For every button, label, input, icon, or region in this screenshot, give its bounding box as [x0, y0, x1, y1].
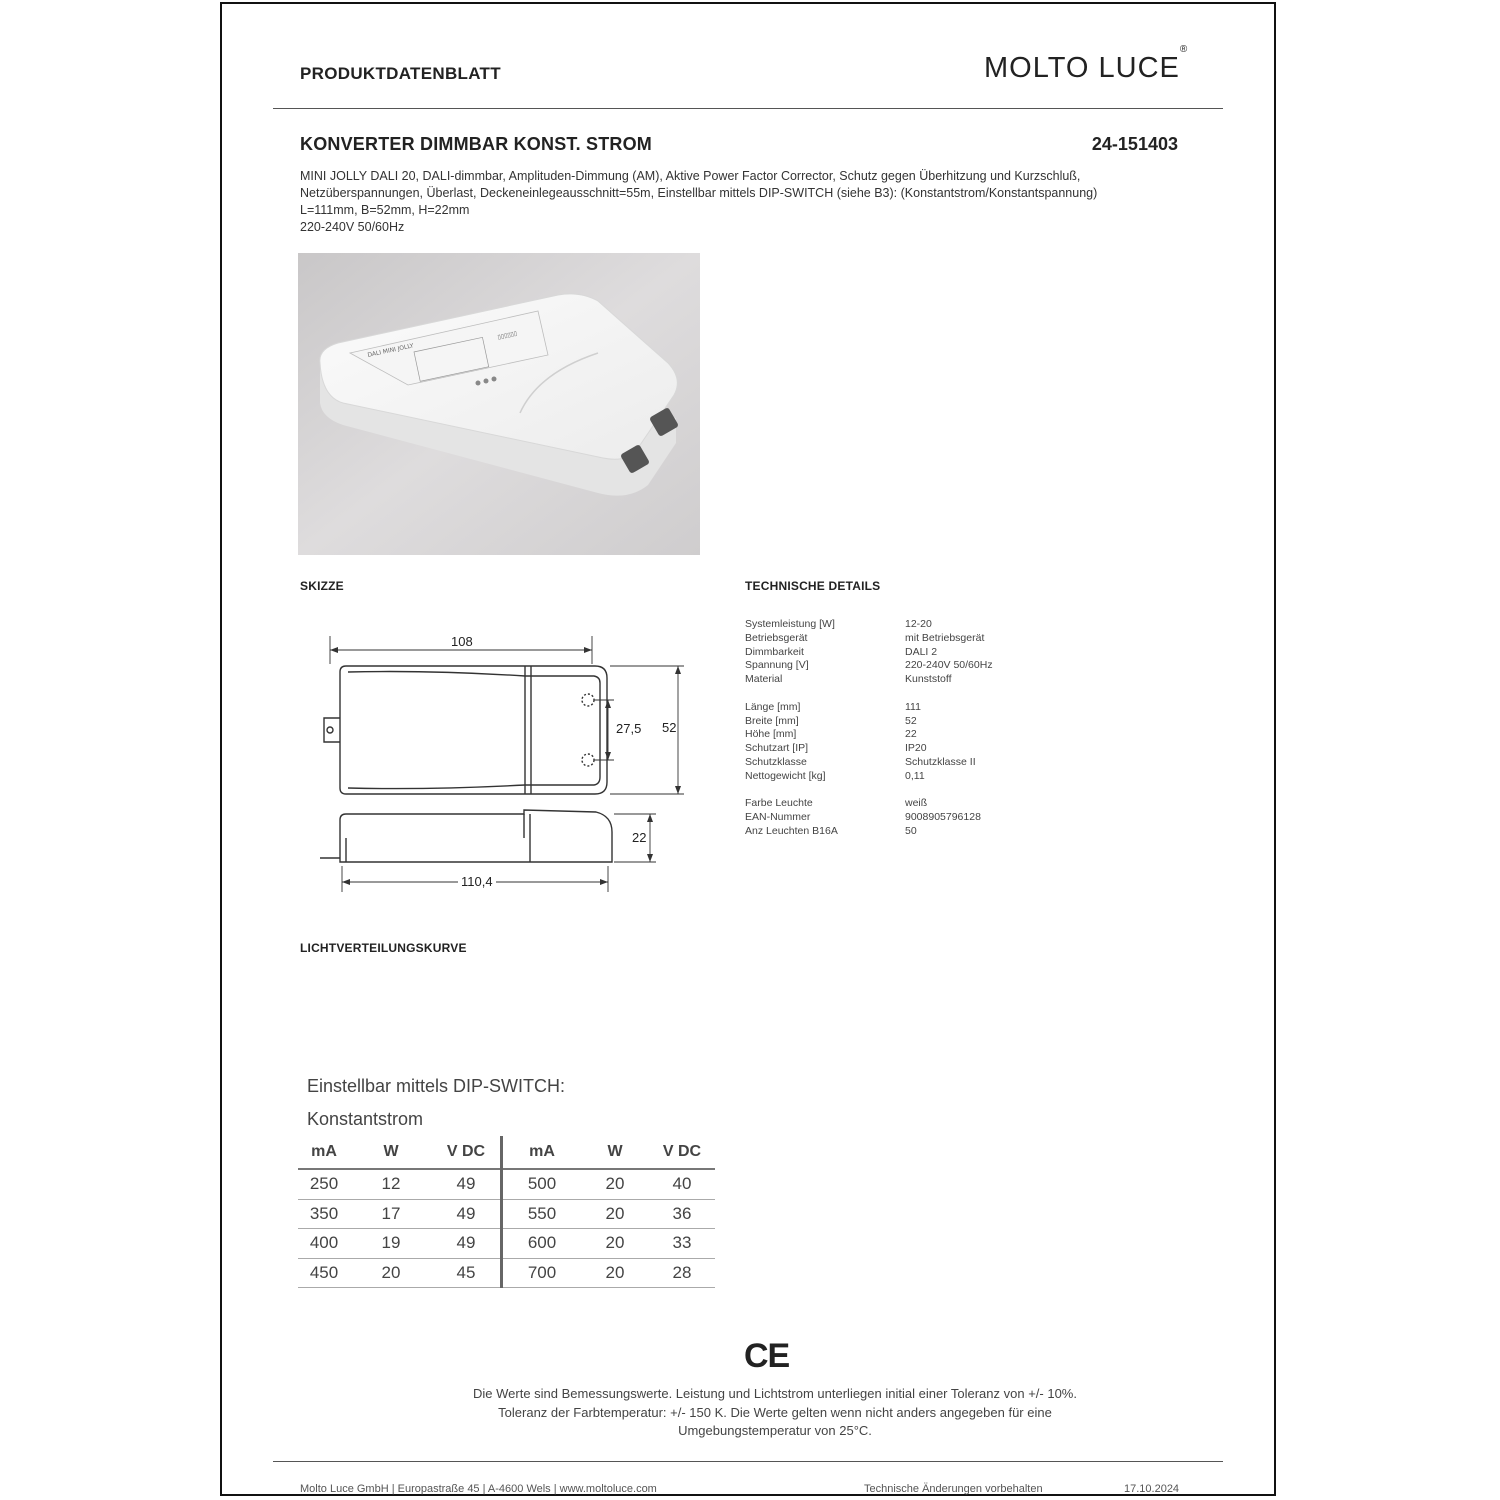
table-cell: 12	[350, 1169, 432, 1199]
tolerance-note	[300, 1385, 1250, 1441]
header-divider	[273, 108, 1223, 109]
logo-registered-mark: ®	[1179, 44, 1189, 56]
dim-hole-spacing: 27,5	[616, 721, 642, 736]
detail-row	[745, 673, 993, 687]
table-cell: 17	[350, 1199, 432, 1229]
detail-label: Höhe [mm]	[745, 728, 797, 741]
table-cell: 40	[649, 1169, 715, 1199]
product-title: KONVERTER DIMMBAR KONST. STROM	[300, 134, 652, 154]
detail-label: Material	[745, 673, 783, 686]
footer-date: 17.10.2024	[1124, 1483, 1180, 1495]
detail-value: weiß	[905, 797, 928, 810]
product-description	[300, 168, 1190, 236]
dip-switch-subtitle: Konstantstrom	[307, 1109, 424, 1129]
footer-divider	[273, 1461, 1223, 1462]
footer-company: Molto Luce GmbH | Europastraße 45 | A-4600 Wels | www.moltoluce.com	[300, 1483, 657, 1495]
table-row	[298, 1229, 715, 1259]
dim-length-bottom: 110,4	[458, 874, 496, 889]
detail-label: EAN-Nummer	[745, 811, 811, 824]
table-cell: 20	[581, 1229, 649, 1259]
detail-value: 50	[905, 824, 917, 837]
detail-label: Anz Leuchten B16A	[745, 824, 838, 837]
note-line: Umgebungstemperatur von 25°C.	[678, 1423, 872, 1438]
technical-details-list	[745, 618, 993, 839]
description-line: 220-240V 50/60Hz	[300, 220, 405, 234]
dim-width: 52	[662, 720, 677, 735]
detail-label: Schutzklasse	[745, 755, 807, 768]
svg-text:DALI MINI JOLLY: DALI MINI JOLLY	[366, 342, 415, 359]
table-cell: 28	[649, 1258, 715, 1288]
table-cell: 550	[502, 1199, 582, 1229]
table-cell: 49	[432, 1199, 502, 1229]
table-cell: 49	[432, 1169, 502, 1199]
column-header: V DC	[649, 1136, 715, 1169]
product-photo	[298, 253, 700, 555]
detail-row	[745, 728, 993, 742]
detail-value: 220-240V 50/60Hz	[905, 659, 993, 672]
column-header: V DC	[432, 1136, 502, 1169]
column-header: mA	[298, 1136, 350, 1169]
detail-label: Länge [mm]	[745, 700, 801, 713]
table-cell: 450	[298, 1258, 350, 1288]
table-row	[298, 1258, 715, 1288]
technical-sketch	[300, 620, 720, 920]
column-header: W	[581, 1136, 649, 1169]
detail-row	[745, 797, 993, 811]
column-header: W	[350, 1136, 432, 1169]
table-cell: 700	[502, 1258, 582, 1288]
detail-value: Kunststoff	[905, 673, 952, 686]
detail-value: 52	[905, 714, 917, 727]
column-header: mA	[502, 1136, 582, 1169]
table-cell: 49	[432, 1229, 502, 1259]
detail-row	[745, 632, 993, 646]
detail-value: 22	[905, 728, 917, 741]
detail-row	[745, 646, 993, 660]
description-line: Netzüberspannungen, Überlast, Deckeneinlegeausschnitt=55m, Einstellbar mittels DIP-SWITCH (siehe B3): (Konstantstrom/Konstantspannung)	[300, 186, 1098, 200]
ce-mark: CE	[744, 1337, 790, 1375]
detail-row	[745, 756, 993, 770]
detail-row	[745, 618, 993, 632]
table-cell: 36	[649, 1199, 715, 1229]
description-line: L=111mm, B=52mm, H=22mm	[300, 203, 470, 217]
detail-value: DALI 2	[905, 645, 938, 658]
detail-value: 0,11	[905, 769, 925, 782]
sketch-section-label: SKIZZE	[300, 579, 344, 593]
detail-label: Betriebsgerät	[745, 631, 808, 644]
table-cell: 20	[581, 1169, 649, 1199]
detail-row	[745, 825, 993, 839]
detail-value: Schutzklasse II	[905, 755, 976, 768]
table-cell: 19	[350, 1229, 432, 1259]
table-cell: 350	[298, 1199, 350, 1229]
table-cell: 250	[298, 1169, 350, 1199]
table-cell: 20	[581, 1199, 649, 1229]
detail-label: Nettogewicht [kg]	[745, 769, 826, 782]
light-curve-section-label: LICHTVERTEILUNGSKURVE	[300, 941, 467, 955]
detail-value: 12-20	[905, 618, 932, 630]
svg-text:▯▯▯▯▯▯: ▯▯▯▯▯▯	[496, 329, 518, 341]
detail-row	[745, 770, 993, 784]
note-line: Toleranz der Farbtemperatur: +/- 150 K. Die Werte gelten wenn nicht anders angegeben für eine	[498, 1404, 1052, 1420]
product-number: 24-151403	[1091, 134, 1178, 154]
detail-label: Dimmbarkeit	[745, 645, 804, 658]
table-row	[298, 1169, 715, 1199]
table-row	[298, 1199, 715, 1229]
detail-row	[745, 701, 993, 715]
brand-logo	[984, 44, 1189, 85]
table-cell: 33	[649, 1229, 715, 1259]
detail-label: Farbe Leuchte	[745, 797, 813, 810]
detail-value: mit Betriebsgerät	[905, 631, 985, 644]
detail-value: 9008905796128	[905, 811, 981, 824]
detail-label: Breite [mm]	[745, 714, 799, 727]
table-cell: 500	[502, 1169, 582, 1199]
detail-row	[745, 659, 993, 673]
description-line: MINI JOLLY DALI 20, DALI-dimmbar, Amplituden-Dimmung (AM), Aktive Power Factor Corrector, Schutz gegen Überhitzung und Kurzschluß,	[300, 169, 1081, 183]
table-header-row	[298, 1136, 715, 1169]
table-cell: 20	[350, 1258, 432, 1288]
detail-value: IP20	[905, 742, 927, 755]
dip-switch-title: Einstellbar mittels DIP-SWITCH:	[307, 1076, 566, 1096]
table-cell: 600	[502, 1229, 582, 1259]
technical-section-label: TECHNISCHE DETAILS	[745, 579, 881, 593]
dim-height: 22	[632, 830, 647, 845]
detail-label: Spannung [V]	[745, 659, 809, 672]
detail-row	[745, 715, 993, 729]
document-type: PRODUKTDATENBLATT	[300, 64, 501, 83]
table-cell: 45	[432, 1258, 502, 1288]
detail-label: Schutzart [IP]	[745, 742, 809, 755]
logo-text: MOLTO LUCE	[984, 52, 1180, 84]
footer-disclaimer: Technische Änderungen vorbehalten	[864, 1483, 1043, 1495]
detail-label: Systemleistung [W]	[745, 618, 835, 630]
detail-row	[745, 742, 993, 756]
note-line: Die Werte sind Bemessungswerte. Leistung und Lichtstrom unterliegen initial einer Toleranz von +/- 10%.	[473, 1386, 1077, 1401]
table-cell: 400	[298, 1229, 350, 1259]
table-cell: 20	[581, 1258, 649, 1288]
detail-row	[745, 811, 993, 825]
dim-length-top: 108	[448, 634, 476, 649]
dip-switch-table	[298, 1136, 715, 1288]
detail-value: 111	[905, 700, 921, 713]
